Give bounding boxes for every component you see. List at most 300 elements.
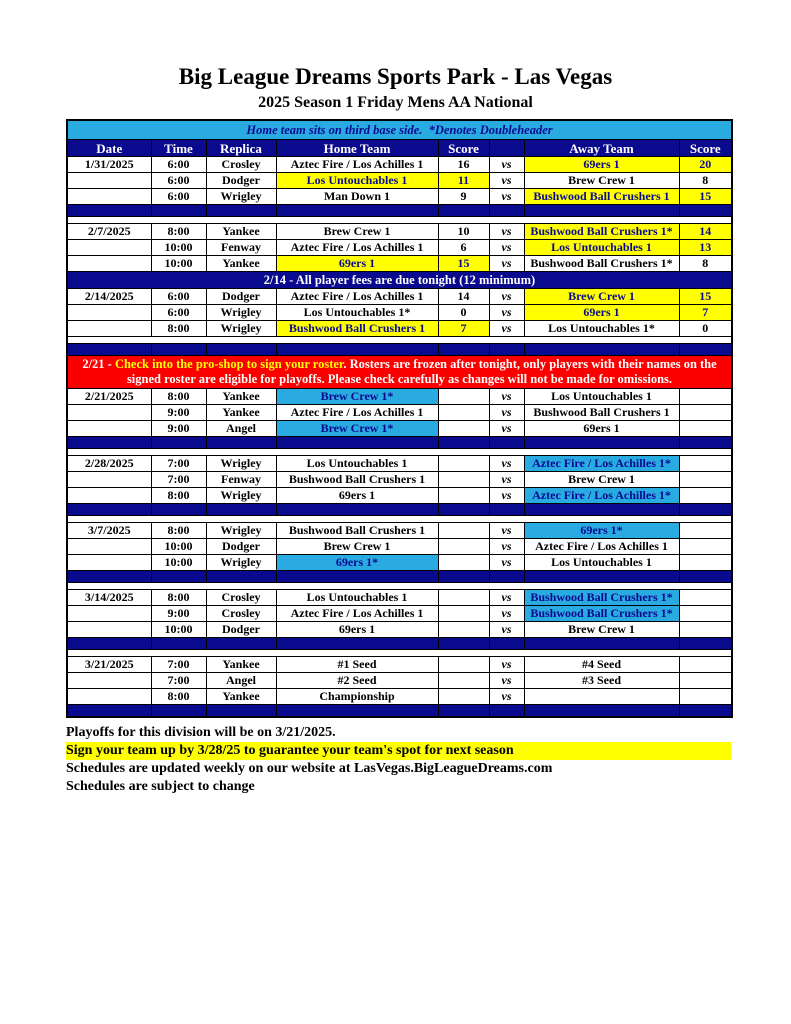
spacer-row [67, 437, 732, 449]
website-note: Schedules are updated weekly on our website at LasVegas.BigLeagueDreams.com [66, 760, 553, 776]
spacer-cell [524, 205, 679, 217]
spacer-cell [67, 504, 151, 516]
away-score-cell [679, 555, 732, 571]
roster-banner-highlight: Check into the pro-shop to sign your roster [114, 357, 344, 371]
gap-cell [67, 583, 732, 590]
subject-to-change-note: Schedules are subject to change [66, 778, 255, 794]
away-score-cell [679, 673, 732, 689]
away-score-cell [679, 405, 732, 421]
playoffs-note: Playoffs for this division will be on 3/21/2025. [66, 724, 336, 740]
home-team-cell: Los Untouchables 1 [276, 173, 438, 189]
spacer-cell [679, 504, 732, 516]
spacer-cell [206, 638, 276, 650]
time-cell: 8:00 [151, 389, 206, 405]
time-cell: 10:00 [151, 539, 206, 555]
home-team-cell: Aztec Fire / Los Achilles 1 [276, 240, 438, 256]
header-vs [489, 140, 524, 157]
vs-cell: vs [489, 606, 524, 622]
schedule-table [66, 119, 733, 718]
spacer-cell [489, 571, 524, 583]
spacer-row [67, 705, 732, 717]
banner-navy-row [67, 272, 732, 289]
game-row [67, 173, 732, 189]
replica-cell: Fenway [206, 472, 276, 488]
time-cell: 6:00 [151, 189, 206, 205]
vs-cell: vs [489, 622, 524, 638]
game-row [67, 405, 732, 421]
replica-cell: Dodger [206, 289, 276, 305]
away-score-cell [679, 689, 732, 705]
time-cell: 6:00 [151, 173, 206, 189]
time-cell: 8:00 [151, 523, 206, 539]
game-row [67, 657, 732, 673]
home-team-cell: Bushwood Ball Crushers 1 [276, 523, 438, 539]
game-row [67, 590, 732, 606]
replica-cell: Wrigley [206, 555, 276, 571]
spacer-cell [206, 437, 276, 449]
date-cell [67, 421, 151, 437]
vs-cell: vs [489, 523, 524, 539]
roster-banner [67, 356, 732, 389]
replica-cell: Yankee [206, 389, 276, 405]
away-team-cell: Brew Crew 1 [524, 472, 679, 488]
away-score-cell [679, 622, 732, 638]
game-row [67, 289, 732, 305]
replica-cell: Fenway [206, 240, 276, 256]
game-row [67, 472, 732, 488]
away-score-cell [679, 657, 732, 673]
replica-cell: Yankee [206, 256, 276, 272]
away-team-cell: Brew Crew 1 [524, 622, 679, 638]
away-team-cell: Bushwood Ball Crushers 1* [524, 606, 679, 622]
home-score-cell: 0 [438, 305, 489, 321]
spacer-cell [438, 705, 489, 717]
notice-text: Home team sits on third base side. *Denotes Doubleheader [67, 120, 732, 140]
spacer-cell [206, 571, 276, 583]
replica-cell: Crosley [206, 606, 276, 622]
date-cell [67, 173, 151, 189]
vs-cell: vs [489, 689, 524, 705]
vs-cell: vs [489, 389, 524, 405]
away-team-cell: Los Untouchables 1* [524, 321, 679, 337]
gap-cell [67, 449, 732, 456]
spacer-cell [524, 344, 679, 356]
spacer-cell [276, 638, 438, 650]
date-cell: 3/21/2025 [67, 657, 151, 673]
home-score-cell [438, 606, 489, 622]
notice-row [67, 120, 732, 140]
away-team-cell: 69ers 1* [524, 523, 679, 539]
spacer-cell [679, 571, 732, 583]
replica-cell: Dodger [206, 539, 276, 555]
away-score-cell [679, 606, 732, 622]
game-row [67, 689, 732, 705]
time-cell: 8:00 [151, 224, 206, 240]
spacer-cell [206, 705, 276, 717]
home-team-cell: Aztec Fire / Los Achilles 1 [276, 405, 438, 421]
time-cell: 10:00 [151, 622, 206, 638]
replica-cell: Angel [206, 673, 276, 689]
date-cell: 2/28/2025 [67, 456, 151, 472]
spacer-cell [438, 638, 489, 650]
vs-cell: vs [489, 421, 524, 437]
spacer-cell [206, 504, 276, 516]
home-team-cell: Brew Crew 1 [276, 539, 438, 555]
game-row [67, 622, 732, 638]
gap-cell [67, 516, 732, 523]
replica-cell: Yankee [206, 657, 276, 673]
time-cell: 9:00 [151, 421, 206, 437]
header-date: Date [67, 140, 151, 157]
spacer-cell [276, 705, 438, 717]
home-team-cell: Bushwood Ball Crushers 1 [276, 321, 438, 337]
away-score-cell [679, 590, 732, 606]
away-score-cell: 20 [679, 157, 732, 173]
away-team-cell: Aztec Fire / Los Achilles 1* [524, 456, 679, 472]
game-row [67, 539, 732, 555]
home-score-cell: 11 [438, 173, 489, 189]
spacer-cell [489, 344, 524, 356]
away-team-cell: Brew Crew 1 [524, 289, 679, 305]
spacer-cell [151, 638, 206, 650]
away-score-cell [679, 523, 732, 539]
date-cell [67, 405, 151, 421]
spacer-cell [276, 571, 438, 583]
home-team-cell: Los Untouchables 1* [276, 305, 438, 321]
roster-banner-date: 2/21 - [82, 357, 115, 371]
spacer-row [67, 205, 732, 217]
spacer-row [67, 638, 732, 650]
away-score-cell: 13 [679, 240, 732, 256]
home-team-cell: Brew Crew 1* [276, 421, 438, 437]
spacer-cell [679, 205, 732, 217]
home-score-cell: 15 [438, 256, 489, 272]
home-score-cell: 7 [438, 321, 489, 337]
home-team-cell: Los Untouchables 1 [276, 590, 438, 606]
away-team-cell: #3 Seed [524, 673, 679, 689]
spacer-cell [206, 205, 276, 217]
home-team-cell: Bushwood Ball Crushers 1 [276, 472, 438, 488]
vs-cell: vs [489, 289, 524, 305]
date-cell: 2/14/2025 [67, 289, 151, 305]
home-team-cell: Aztec Fire / Los Achilles 1 [276, 289, 438, 305]
away-team-cell: Bushwood Ball Crushers 1* [524, 590, 679, 606]
game-row [67, 256, 732, 272]
home-team-cell: 69ers 1* [276, 555, 438, 571]
spacer-row [67, 344, 732, 356]
away-team-cell: Bushwood Ball Crushers 1 [524, 405, 679, 421]
spacer-cell [67, 437, 151, 449]
spacer-cell [438, 437, 489, 449]
game-row [67, 673, 732, 689]
spacer-cell [276, 344, 438, 356]
home-score-cell [438, 539, 489, 555]
vs-cell: vs [489, 321, 524, 337]
away-score-cell: 8 [679, 173, 732, 189]
spacer-cell [679, 638, 732, 650]
date-cell [67, 321, 151, 337]
away-team-cell: Los Untouchables 1 [524, 240, 679, 256]
vs-cell: vs [489, 240, 524, 256]
away-team-cell [524, 689, 679, 705]
date-cell [67, 189, 151, 205]
home-score-cell [438, 405, 489, 421]
game-row [67, 523, 732, 539]
replica-cell: Yankee [206, 224, 276, 240]
spacer-cell [151, 705, 206, 717]
spacer-cell [679, 344, 732, 356]
vs-cell: vs [489, 539, 524, 555]
spacer-cell [524, 638, 679, 650]
home-score-cell: 6 [438, 240, 489, 256]
away-score-cell [679, 456, 732, 472]
vs-cell: vs [489, 173, 524, 189]
spacer-cell [489, 705, 524, 717]
date-cell: 3/14/2025 [67, 590, 151, 606]
time-cell: 7:00 [151, 673, 206, 689]
home-team-cell: 69ers 1 [276, 488, 438, 504]
home-score-cell [438, 555, 489, 571]
away-team-cell: 69ers 1 [524, 157, 679, 173]
vs-cell: vs [489, 189, 524, 205]
footer-notes [66, 724, 731, 796]
spacer-cell [489, 437, 524, 449]
home-score-cell [438, 622, 489, 638]
date-cell [67, 622, 151, 638]
vs-cell: vs [489, 456, 524, 472]
replica-cell: Crosley [206, 157, 276, 173]
spacer-row [67, 504, 732, 516]
date-cell [67, 240, 151, 256]
replica-cell: Yankee [206, 405, 276, 421]
game-row [67, 606, 732, 622]
date-cell [67, 305, 151, 321]
home-score-cell: 9 [438, 189, 489, 205]
away-score-cell: 15 [679, 289, 732, 305]
date-cell [67, 539, 151, 555]
gap-cell [67, 337, 732, 344]
replica-cell: Wrigley [206, 321, 276, 337]
gap-row [67, 337, 732, 344]
spacer-cell [438, 504, 489, 516]
game-row [67, 555, 732, 571]
spacer-cell [67, 571, 151, 583]
spacer-cell [524, 705, 679, 717]
time-cell: 10:00 [151, 555, 206, 571]
spacer-cell [67, 638, 151, 650]
time-cell: 8:00 [151, 488, 206, 504]
date-cell [67, 555, 151, 571]
away-score-cell: 8 [679, 256, 732, 272]
date-cell [67, 606, 151, 622]
replica-cell: Dodger [206, 173, 276, 189]
home-team-cell: 69ers 1 [276, 622, 438, 638]
game-row [67, 224, 732, 240]
game-row [67, 488, 732, 504]
away-score-cell [679, 488, 732, 504]
vs-cell: vs [489, 657, 524, 673]
away-score-cell [679, 389, 732, 405]
spacer-cell [67, 344, 151, 356]
spacer-cell [438, 344, 489, 356]
home-team-cell: Championship [276, 689, 438, 705]
game-row [67, 456, 732, 472]
spacer-cell [489, 638, 524, 650]
away-team-cell: Aztec Fire / Los Achilles 1* [524, 488, 679, 504]
gap-row [67, 217, 732, 224]
home-score-cell: 16 [438, 157, 489, 173]
date-cell [67, 673, 151, 689]
replica-cell: Wrigley [206, 456, 276, 472]
time-cell: 9:00 [151, 606, 206, 622]
gap-row [67, 583, 732, 590]
away-score-cell: 0 [679, 321, 732, 337]
spacer-cell [151, 571, 206, 583]
away-team-cell: Bushwood Ball Crushers 1* [524, 256, 679, 272]
vs-cell: vs [489, 224, 524, 240]
header-home-team: Home Team [276, 140, 438, 157]
game-row [67, 240, 732, 256]
spacer-cell [489, 205, 524, 217]
away-score-cell [679, 472, 732, 488]
away-score-cell: 15 [679, 189, 732, 205]
away-team-cell: 69ers 1 [524, 421, 679, 437]
date-cell: 1/31/2025 [67, 157, 151, 173]
away-team-cell: Los Untouchables 1 [524, 555, 679, 571]
home-score-cell [438, 657, 489, 673]
time-cell: 6:00 [151, 305, 206, 321]
schedule-body [67, 157, 732, 717]
away-team-cell: Bushwood Ball Crushers 1* [524, 224, 679, 240]
away-score-cell: 14 [679, 224, 732, 240]
page-title: Big League Dreams Sports Park - Las Vegas [178, 64, 613, 89]
home-score-cell: 14 [438, 289, 489, 305]
gap-row [67, 516, 732, 523]
home-team-cell: Aztec Fire / Los Achilles 1 [276, 157, 438, 173]
date-cell [67, 689, 151, 705]
vs-cell: vs [489, 488, 524, 504]
away-score-cell [679, 539, 732, 555]
away-team-cell: Bushwood Ball Crushers 1 [524, 189, 679, 205]
column-header-row [67, 140, 732, 157]
page-subtitle: 2025 Season 1 Friday Mens AA National [258, 94, 533, 111]
vs-cell: vs [489, 590, 524, 606]
header-away-team: Away Team [524, 140, 679, 157]
replica-cell: Wrigley [206, 189, 276, 205]
replica-cell: Wrigley [206, 488, 276, 504]
away-team-cell: Los Untouchables 1 [524, 389, 679, 405]
time-cell: 7:00 [151, 657, 206, 673]
time-cell: 10:00 [151, 240, 206, 256]
header-time: Time [151, 140, 206, 157]
date-cell [67, 488, 151, 504]
home-score-cell [438, 456, 489, 472]
vs-cell: vs [489, 157, 524, 173]
game-row [67, 421, 732, 437]
away-score-cell: 7 [679, 305, 732, 321]
banner-red-row [67, 356, 732, 389]
header-replica: Replica [206, 140, 276, 157]
replica-cell: Yankee [206, 689, 276, 705]
spacer-cell [67, 705, 151, 717]
spacer-cell [524, 504, 679, 516]
gap-row [67, 650, 732, 657]
replica-cell: Wrigley [206, 523, 276, 539]
spacer-cell [524, 437, 679, 449]
date-cell: 2/7/2025 [67, 224, 151, 240]
time-cell: 6:00 [151, 157, 206, 173]
header-away-score: Score [679, 140, 732, 157]
spacer-cell [206, 344, 276, 356]
home-score-cell: 10 [438, 224, 489, 240]
home-team-cell: Brew Crew 1* [276, 389, 438, 405]
home-team-cell: #2 Seed [276, 673, 438, 689]
home-score-cell [438, 673, 489, 689]
spacer-cell [438, 571, 489, 583]
fees-due-banner: 2/14 - All player fees are due tonight (12 minimum) [67, 272, 732, 289]
spacer-cell [151, 344, 206, 356]
spacer-cell [276, 205, 438, 217]
time-cell: 10:00 [151, 256, 206, 272]
spacer-cell [151, 205, 206, 217]
gap-cell [67, 650, 732, 657]
vs-cell: vs [489, 405, 524, 421]
home-team-cell: #1 Seed [276, 657, 438, 673]
vs-cell: vs [489, 256, 524, 272]
date-cell [67, 472, 151, 488]
vs-cell: vs [489, 305, 524, 321]
spacer-cell [679, 705, 732, 717]
home-team-cell: Man Down 1 [276, 189, 438, 205]
spacer-cell [276, 437, 438, 449]
vs-cell: vs [489, 673, 524, 689]
spacer-cell [151, 437, 206, 449]
spacer-cell [151, 504, 206, 516]
spacer-cell [67, 205, 151, 217]
header-home-score: Score [438, 140, 489, 157]
time-cell: 7:00 [151, 472, 206, 488]
spacer-row [67, 571, 732, 583]
vs-cell: vs [489, 472, 524, 488]
home-score-cell [438, 389, 489, 405]
home-score-cell [438, 421, 489, 437]
time-cell: 8:00 [151, 689, 206, 705]
away-team-cell: Brew Crew 1 [524, 173, 679, 189]
time-cell: 8:00 [151, 321, 206, 337]
home-score-cell [438, 472, 489, 488]
spacer-cell [489, 504, 524, 516]
spacer-cell [524, 571, 679, 583]
home-team-cell: Brew Crew 1 [276, 224, 438, 240]
replica-cell: Dodger [206, 622, 276, 638]
home-team-cell: 69ers 1 [276, 256, 438, 272]
home-score-cell [438, 488, 489, 504]
gap-row [67, 449, 732, 456]
date-cell: 2/21/2025 [67, 389, 151, 405]
spacer-cell [438, 205, 489, 217]
away-team-cell: #4 Seed [524, 657, 679, 673]
replica-cell: Crosley [206, 590, 276, 606]
home-score-cell [438, 523, 489, 539]
signup-note: Sign your team up by 3/28/25 to guarantee your team's spot for next season [66, 742, 731, 760]
replica-cell: Wrigley [206, 305, 276, 321]
home-score-cell [438, 689, 489, 705]
away-team-cell: Aztec Fire / Los Achilles 1 [524, 539, 679, 555]
date-cell [67, 256, 151, 272]
game-row [67, 305, 732, 321]
time-cell: 9:00 [151, 405, 206, 421]
vs-cell: vs [489, 555, 524, 571]
